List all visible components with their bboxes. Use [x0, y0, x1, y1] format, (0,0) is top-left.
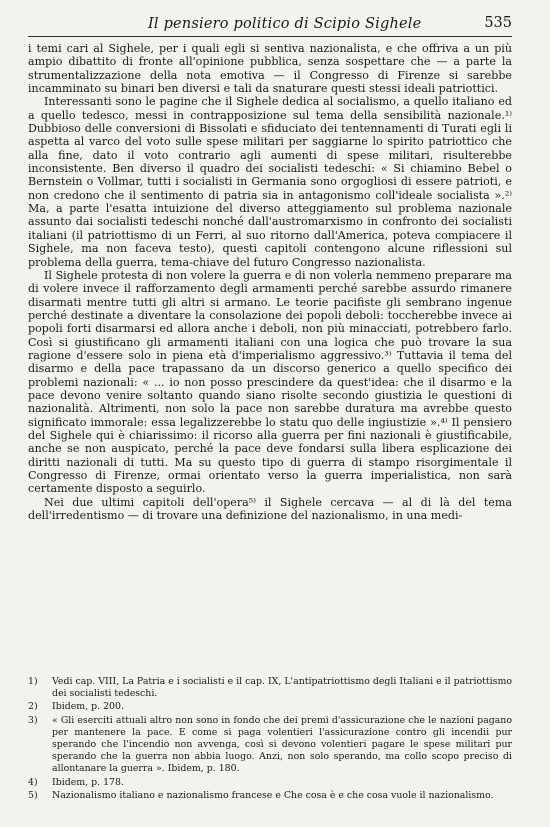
running-header — [28, 14, 512, 37]
paragraph-1: i temi cari al Sighele, per i quali egli si sentiva nazionalista, e che offriva a un più ampio dibattito di fronte all'opinione pubblica, senza sospettare che — a parte la strumentalizzazione della nota emotiva — il Congresso di Firenze si sarebbe incamminato su binari ben diversi e tali da snaturare questi stessi ideali patriottici. — [28, 42, 512, 96]
running-title: Il pensiero politico di Scipio Sighele — [148, 16, 422, 32]
footnote-text: Nazionalismo italiano e nazionalismo francese e Che cosa è e che cosa vuole il nazionalismo. — [52, 789, 494, 801]
footnote-number: 3) — [28, 714, 38, 726]
footnotes — [28, 676, 512, 803]
paragraph-2: Interessanti sono le pagine che il Sighele dedica al socialismo, a quello italiano ed a quello tedesco, messi in contrapposizione sul tema della sensibilità nazionale.¹⁾ Dubbioso delle conversioni di Bissolati e sfiduciato dei tentennamenti di Turati egli li aspetta al varco del voto sulle spese militari per saggiarne lo spirito patriottico che alla fine, dato il voto contrario agli aumenti di spese militari, risulterebbe inconsistente. Ben diverso il quadro dei socialisti tedeschi: « Si chiamino Bebel o Bernstein o Vollmar, tutti i socialisti in Germania sono orgogliosi di essere patrioti, e non credono che il sentimento di patria sia in antagonismo coll'ideale socialista ».²⁾ Ma, a parte l'esatta intuizione del diverso atteggiamento sul problema nazionale assunto dai socialisti tedeschi nonché dall'austromarxismo in confronto dei socialisti italiani (il patriottismo di un Ferri, al suo ritorno dall'America, poteva compiacere il Sighele, ma non faceva testo), questi capitoli contengono alcune riflessioni sul problema della guerra, tema-chiave del futuro Congresso nazionalista. — [28, 95, 512, 269]
footnote-text: « Gli eserciti attuali altro non sono in fondo che dei premi d'assicurazione che le nazioni pagano per mantenere la pace. E come si paga volentieri l'assicurazione contro gli incendii pur sperando che l'incendio non avvenga, così si devono volentieri pagare le spese militari pur sperando che la guerra non abbia luogo. Anzi, non solo sperando, ma collo scopo preciso di allontanare la guerra ». Ibidem, p. 180. — [52, 714, 512, 775]
paragraph-3: Il Sighele protesta di non volere la guerra e di non volerla nemmeno preparare ma di volere invece il rafforzamento degli armamenti perché sarebbe assurdo rimanere disarmati mentre tutti gli altri si armano. Le teorie pacifiste gli sembrano ingenue perché destinate a diventare la consolazione dei popoli deboli: toccherebbe invece ai popoli forti disarmarsi ed allora anche i deboli, non più minacciati, potrebbero farlo. Così si giustificano gli armamenti italiani con una logica che può trovare la sua ragione d'essere solo in piena età d'imperialismo aggressivo.³⁾ Tuttavia il tema del disarmo e della pace trapassano da un discorso generico a quello specifico dei problemi nazionali: « ... io non posso prescindere da quest'idea: che il disarmo e la pace devono venire soltanto quando siano risolte secondo giustizia le questioni di nazionalità. Altrimenti, non solo la pace non sarebbe duratura ma avrebbe questo significato immorale: essa legalizzerebbe lo statu quo delle ingiustizie ».⁴⁾ Il pensiero del Sighele qui è chiarissimo: il ricorso alla guerra per fini nazionali è giustificabile, anche se non auspicato, perché la pace deve fondarsi sulla libera esplicazione dei diritti nazionali di tutti. Ma su questo tipo di guerra di stampo risorgimentale il Congresso di Firenze, ormai orientato verso la guerra imperialistica, non sarà certamente disposto a seguirlo. — [28, 268, 512, 496]
footnote-number: 5) — [28, 789, 38, 801]
page-number: 535 — [484, 15, 512, 31]
footnote-text: Vedi cap. VIII, La Patria e i socialisti e il cap. IX, L'antipatriottismo degli Italiani e il patriottismo dei socialisti tedeschi. — [52, 676, 512, 700]
footnote-text: Ibidem, p. 200. — [52, 701, 124, 713]
paragraph-4: Nei due ultimi capitoli dell'opera⁵⁾ il Sighele cercava — al di là del tema dell'irredentismo — di trovare una definizione del nazionalismo, in una medi- — [28, 495, 512, 523]
footnote-3 — [28, 715, 512, 776]
footnote-5 — [28, 790, 512, 802]
footnote-1 — [28, 676, 512, 700]
footnote-number: 1) — [28, 676, 38, 687]
body-text — [28, 42, 512, 522]
footnote-4 — [28, 777, 512, 789]
footnote-2 — [28, 701, 512, 713]
footnote-number: 2) — [28, 701, 38, 713]
footnote-text: Ibidem, p. 178. — [52, 776, 124, 788]
footnote-number: 4) — [28, 776, 38, 788]
